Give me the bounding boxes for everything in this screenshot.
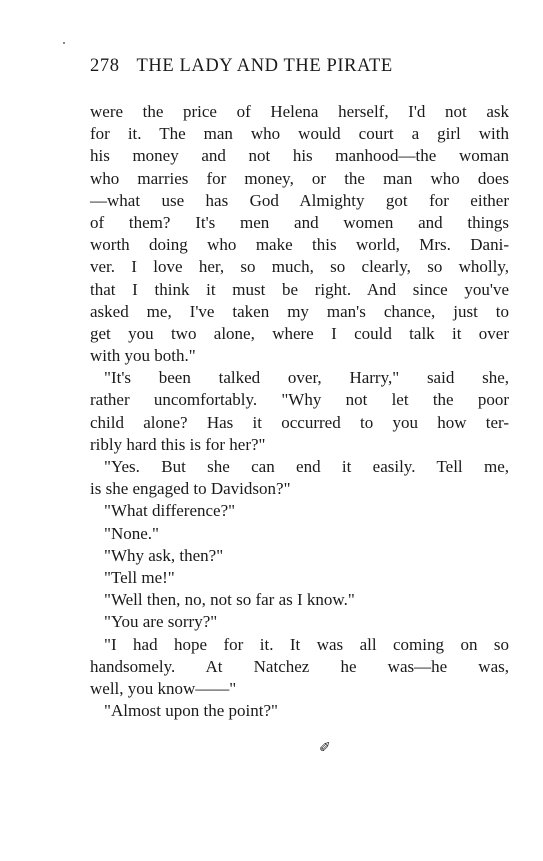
printer-mark: ✐ (319, 741, 331, 756)
text-line: well, you know——" (90, 678, 237, 698)
text-line: "You are sorry?" (104, 612, 218, 632)
text-line: "None." (104, 523, 159, 543)
text-line: "Almost upon the point?" (104, 701, 278, 721)
text-line: "I had hope for it. It was all coming on so (104, 634, 509, 654)
text-line: handsomely. At Natchez he was—he was, (90, 656, 509, 676)
running-header (90, 56, 510, 77)
text-line: his money and not his manhood—the woman (90, 146, 509, 166)
running-title: THE LADY AND THE PIRATE (136, 56, 393, 76)
text-line: for it. The man who would court a girl with (90, 124, 509, 144)
body-text (90, 101, 509, 722)
text-line: "Tell me!" (104, 567, 175, 587)
text-line: ver. I love her, so much, so clearly, so wholly, (90, 257, 509, 277)
text-line: "Why ask, then?" (104, 545, 224, 565)
text-line: were the price of Helena herself, I'd not ask (90, 102, 509, 121)
text-line: with you both." (90, 346, 196, 366)
text-line: "What difference?" (104, 501, 236, 521)
text-line: get you two alone, where I could talk it over (90, 323, 509, 343)
text-line: asked me, I've taken my man's chance, just to (90, 301, 509, 321)
text-line: ribly hard this is for her?" (90, 434, 266, 454)
text-line: of them? It's men and women and things (90, 212, 509, 232)
text-line: is she engaged to Davidson?" (90, 479, 291, 499)
text-line: "Well then, no, not so far as I know." (104, 590, 355, 610)
text-line: "It's been talked over, Harry," said she, (104, 368, 509, 388)
text-line: that I think it must be right. And since you've (90, 279, 509, 299)
text-line: child alone? Has it occurred to you how ter- (90, 412, 509, 432)
text-line: rather uncomfortably. "Why not let the poor (90, 390, 509, 410)
speck (63, 42, 65, 44)
text-line: —what use has God Almighty got for either (90, 190, 509, 210)
page-number: 278 (90, 56, 120, 76)
text-line: "Yes. But she can end it easily. Tell me, (104, 457, 509, 476)
text-line: worth doing who make this world, Mrs. Dani- (90, 235, 509, 255)
text-line: who marries for money, or the man who does (90, 168, 509, 188)
